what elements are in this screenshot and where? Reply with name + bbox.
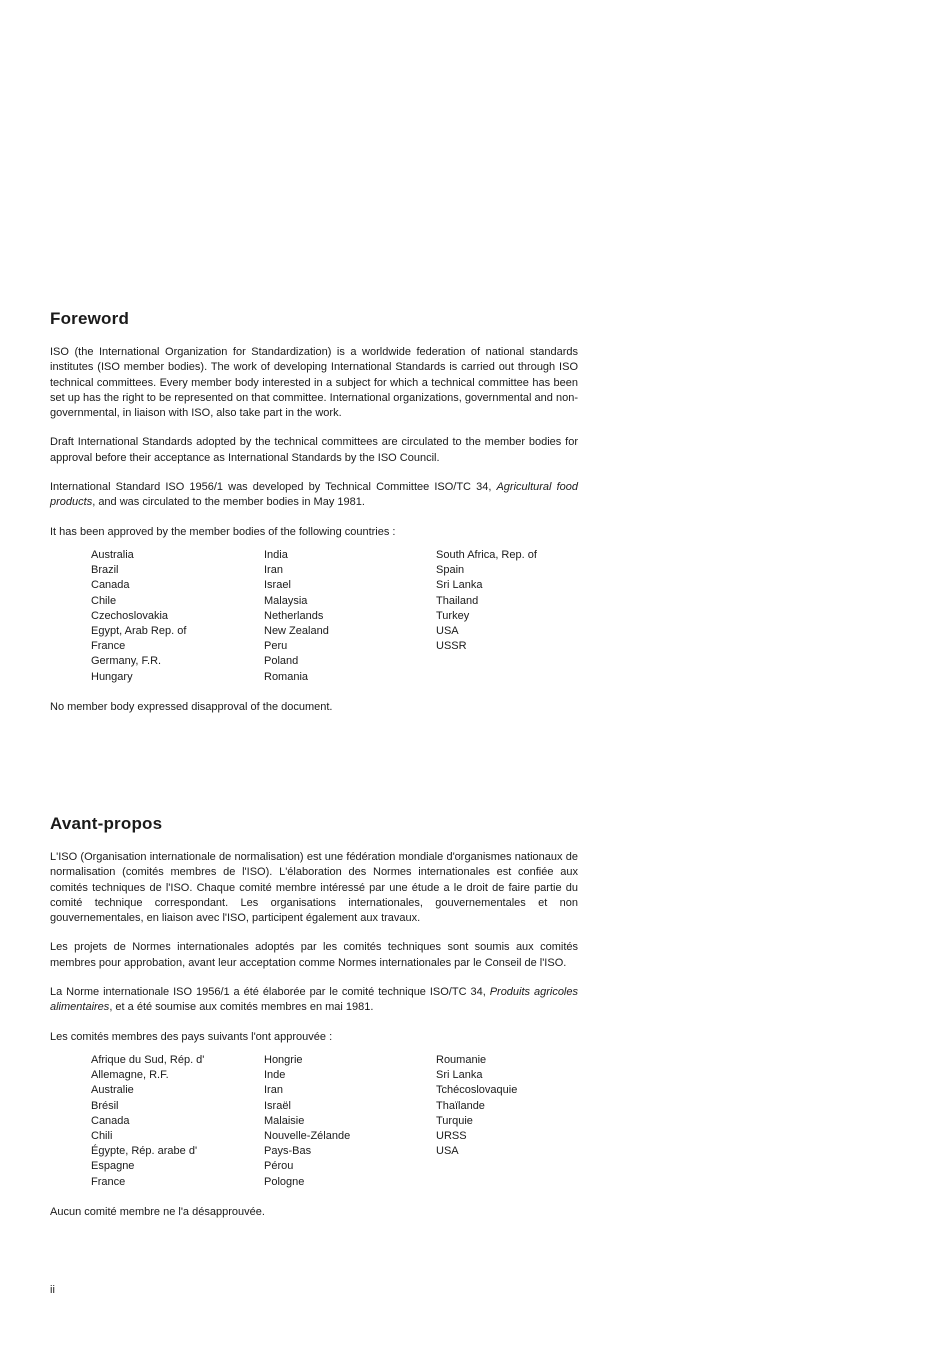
country-name: New Zealand — [264, 624, 329, 637]
country-name: Israel — [264, 579, 291, 592]
foreword-title: Foreword — [50, 309, 130, 328]
country-name: Malaisie — [264, 1114, 305, 1127]
country-name: Brésil — [91, 1099, 119, 1112]
foreword-paragraph-1: ISO (the International Organization for Standardization) is a worldwide federation of national standards institutes (ISO member bodies). The work of developing International Standards is carried out through ISO technical committees. Every member body interested in a subject for which a technical committee has been set up has the right to be represented on that committee. International organizations, governmental and non-governmental, in liaison with ISO, also take part in the work. — [50, 346, 578, 420]
country-name: Iran — [264, 1084, 283, 1097]
country-name: Netherlands — [264, 609, 324, 622]
country-name: Égypte, Rép. arabe d' — [91, 1145, 198, 1158]
country-name: Germany, F.R. — [91, 655, 162, 668]
country-name: USSR — [436, 640, 467, 653]
avant-propos-paragraph-1: L'ISO (Organisation internationale de normalisation) est une fédération mondiale d'organismes nationaux de normalisation (comités membres de l'ISO). L'élaboration des Normes internationales est confiée aux comités techniques de l'ISO. Chaque comité membre intéressé par une étude a le droit de faire partie du comité technique correspondant. Les organisations internationales, gouvernementales et non gouvernementales, en liaison avec l'ISO, participent également aux travaux. — [50, 851, 578, 925]
avant-propos-country-list — [91, 1053, 578, 1193]
country-name: Espagne — [91, 1160, 135, 1173]
foreword-paragraph-3 — [50, 480, 578, 511]
country-column-2 — [264, 1053, 350, 1190]
country-name: Spain — [436, 564, 465, 577]
country-name: India — [264, 548, 288, 561]
country-name: Australie — [91, 1084, 134, 1097]
avant-propos-p3-text-end: , et a été soumise aux comités membres en mai 1981. — [109, 1001, 374, 1014]
country-column-3 — [436, 548, 537, 654]
country-name: Pays-Bas — [264, 1145, 312, 1158]
country-name: USA — [436, 624, 459, 637]
country-name: France — [91, 1175, 126, 1188]
country-name: Thailand — [436, 594, 479, 607]
foreword-p3-text: International Standard ISO 1956/1 was developed by Technical Committee ISO/TC 34, — [50, 481, 497, 494]
country-name: Chili — [91, 1129, 113, 1142]
country-name: Peru — [264, 640, 288, 653]
country-column-3 — [436, 1053, 517, 1159]
foreword-paragraph-5: No member body expressed disapproval of the document. — [50, 700, 333, 713]
country-name: Romania — [264, 670, 309, 683]
country-name: Turquie — [436, 1114, 473, 1127]
country-name: Czechoslovakia — [91, 609, 169, 622]
foreword-p3-text-end: , and was circulated to the member bodies in May 1981. — [92, 496, 365, 509]
avant-propos-paragraph-2: Les projets de Normes internationales adoptés par les comités techniques sont soumis aux comités membres pour approbation, avant leur acceptation comme Normes internationales par le Conseil de l'ISO. — [50, 941, 578, 969]
avant-propos-title: Avant-propos — [50, 814, 163, 833]
foreword-paragraph-2: Draft International Standards adopted by the technical committees are circulated to the member bodies for approval before their acceptance as International Standards by the ISO Council. — [50, 436, 578, 464]
country-column-1 — [91, 1053, 204, 1190]
foreword-paragraph-4: It has been approved by the member bodies of the following countries : — [50, 525, 396, 538]
country-name: Sri Lanka — [436, 1069, 483, 1082]
country-column-1 — [91, 548, 186, 685]
avant-propos-p3-text: La Norme internationale ISO 1956/1 a été élaborée par le comité technique ISO/TC 34, — [50, 986, 490, 999]
country-name: Israël — [264, 1099, 291, 1112]
country-name: Allemagne, R.F. — [91, 1069, 169, 1082]
foreword-committee-name: Agricultural food products — [50, 481, 578, 509]
page-number: ii — [50, 1284, 55, 1296]
country-name: Sri Lanka — [436, 579, 483, 592]
country-name: Canada — [91, 579, 130, 592]
country-name: USA — [436, 1145, 459, 1158]
country-name: Australia — [91, 548, 134, 561]
foreword-section — [50, 309, 578, 729]
country-name: France — [91, 640, 126, 653]
country-name: Chile — [91, 594, 117, 607]
country-name: Turkey — [436, 609, 470, 622]
avant-propos-committee-name: Produits agricoles alimentaires — [50, 986, 578, 1014]
avant-propos-section — [50, 814, 578, 1234]
avant-propos-paragraph-4: Les comités membres des pays suivants l'ont approuvée : — [50, 1030, 333, 1043]
country-name: URSS — [436, 1129, 467, 1142]
country-name: Thaïlande — [436, 1099, 485, 1112]
country-name: Roumanie — [436, 1053, 487, 1066]
country-name: Pérou — [264, 1160, 294, 1173]
country-name: Hongrie — [264, 1053, 303, 1066]
country-name: Nouvelle-Zélande — [264, 1129, 351, 1142]
country-name: Tchécoslovaquie — [436, 1084, 518, 1097]
country-name: Poland — [264, 655, 299, 668]
country-name: Brazil — [91, 564, 119, 577]
country-name: Iran — [264, 564, 283, 577]
country-name: Inde — [264, 1069, 286, 1082]
country-name: Canada — [91, 1114, 130, 1127]
country-column-2 — [264, 548, 329, 685]
country-name: Pologne — [264, 1175, 305, 1188]
avant-propos-paragraph-3 — [50, 985, 578, 1016]
avant-propos-paragraph-5: Aucun comité membre ne l'a désapprouvée. — [50, 1205, 265, 1218]
country-name: South Africa, Rep. of — [436, 548, 537, 561]
country-name: Hungary — [91, 670, 133, 683]
country-name: Egypt, Arab Rep. of — [91, 624, 187, 637]
country-name: Malaysia — [264, 594, 308, 607]
country-name: Afrique du Sud, Rép. d' — [91, 1053, 205, 1066]
foreword-country-list — [91, 548, 578, 688]
